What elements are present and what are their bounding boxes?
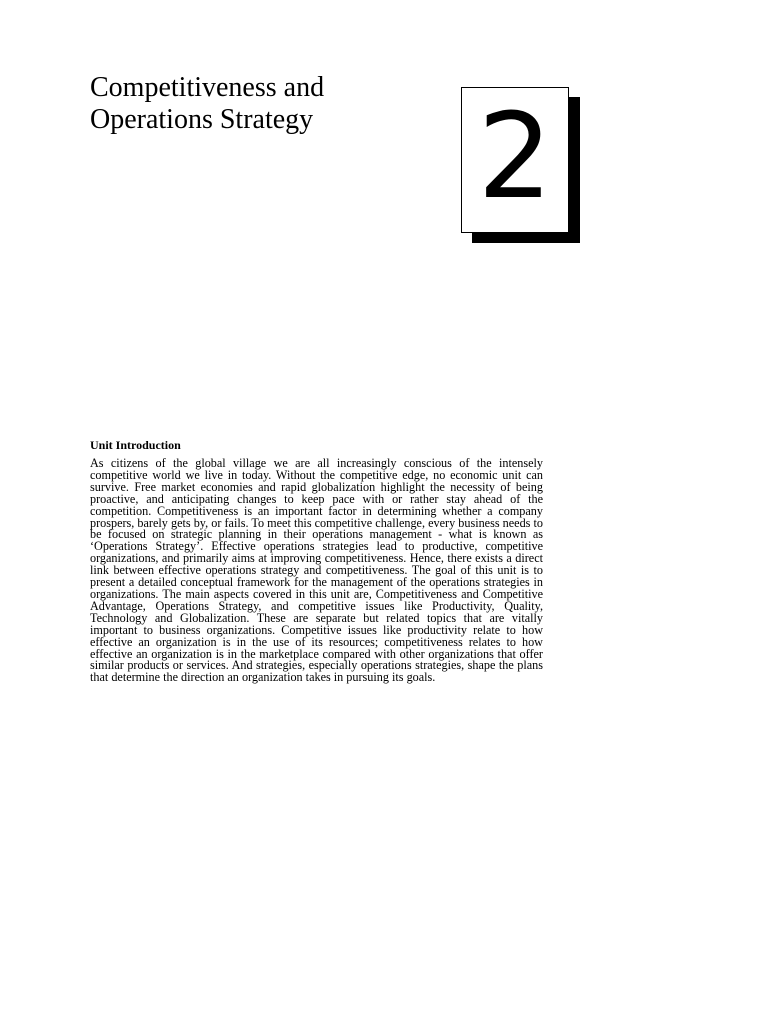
chapter-number-box [461,87,569,233]
chapter-number: 2 [477,87,553,225]
chapter-title-line-1: Competitiveness and [90,72,325,103]
chapter-title [90,72,430,136]
chapter-title-line-2: Operations Strategy [90,104,314,135]
unit-introduction-heading: Unit Introduction [90,438,181,452]
unit-introduction-body: As citizens of the global village we are all increasingly conscious of the intensely competitive world we live in today. Without the competitive edge, no economic unit can survive. Free market economies and rapid globalization highlight the necessity of being proactive, and anticipating changes to keep pace with or rather stay ahead of the competition. Competitiveness is an important factor in determining whether a company prospers, barely gets by, or fails. To meet this competitive challenge, every business needs to be focused on strategic planning in their operations management - what is known as ‘Operations Strategy’. Effective operations strategies lead to productive, competitive organizations, and primarily aims at improving competitiveness. Hence, there exists a direct link between effective operations strategy and competitiveness. The goal of this unit is to present a detailed conceptual framework for the management of the operations strategies in organizations. The main aspects covered in this unit are, Competitiveness and Competitive Advantage, Operations Strategy, and competitive issues like Productivity, Quality, Technology and Globalization. These are separate but related topics that are vitally important to business organizations. Competitive issues like productivity relate to how effective an organization is in the use of its resources; competitiveness relates to how effective an organization is in the marketplace compared with other organizations that offer similar products or services. And strategies, especially operations strategies, shape the plans that determine the direction an organization takes in pursuing its goals. [90,456,543,685]
unit-introduction-section [90,438,543,684]
